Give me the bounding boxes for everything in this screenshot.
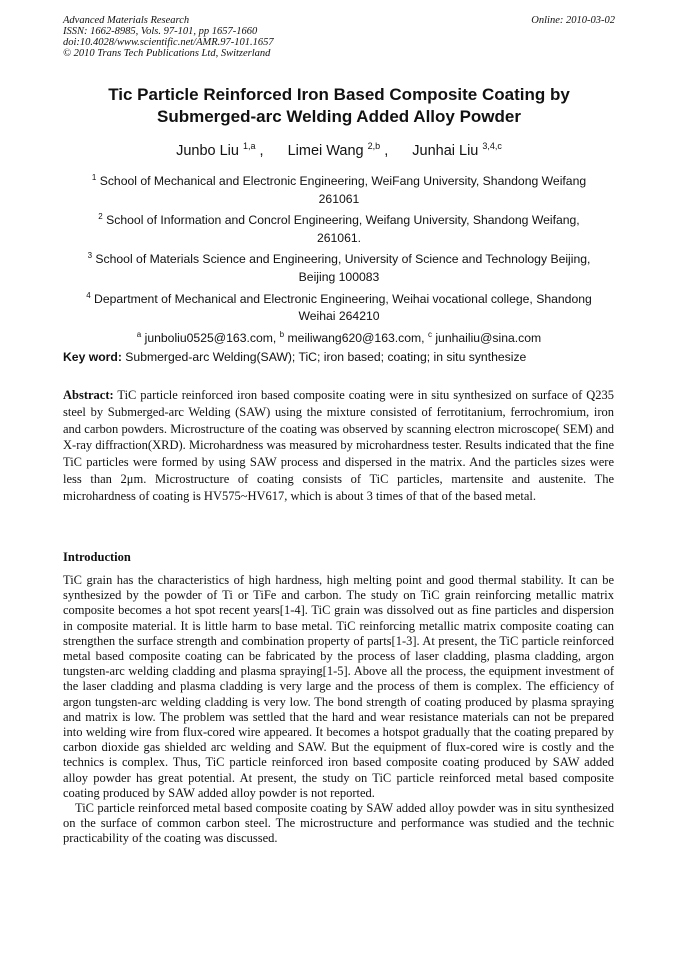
copyright-line: © 2010 Trans Tech Publications Ltd, Switzerland xyxy=(63,48,271,59)
author-name: Limei Wang xyxy=(287,143,364,159)
affiliation-sup: 4 xyxy=(86,290,91,300)
author xyxy=(176,143,264,159)
author-name: Junhai Liu xyxy=(412,143,479,159)
email-sup: a xyxy=(136,329,142,339)
abstract-label: Abstract: xyxy=(63,388,114,402)
running-header xyxy=(63,15,274,59)
author-affil-sup: 3,4,c xyxy=(482,141,502,151)
paragraph: TiC particle reinforced metal based composite coating by SAW added alloy powder was in situ synthesized on the surface of common carbon steel. The microstructure and performance was studied and the technic practicability of the coating was discussed. xyxy=(63,801,614,846)
journal-name: Advanced Materials Research xyxy=(63,15,190,26)
affiliation-sup: 2 xyxy=(98,212,103,222)
abstract xyxy=(63,387,614,505)
affiliation-text: School of Materials Science and Engineering, University of Science and Technology Beijing, Beijing 100083 xyxy=(95,252,591,284)
paragraph: TiC grain has the characteristics of high hardness, high melting point and good thermal stability. It can be synthesized by the powder of Ti or TiFe and carbon. The study on TiC grain reinforcing metallic matrix composite becomes a hot spot recent years[1-4]. TiC grain was dissolved out as fine particles and dispersion in composite material. It is little harm to base metal. TiC reinforcing metallic matrix composite coating can strengthen the surface strength and combination property of parts[1-3]. At present, the TiC particle reinforced metal based composite coating can be fabricated by the process of laser cladding, plasma cladding, argon tungsten-arc welding cladding and plasma spraying[1-5]. Above all the process, the equipment investment of the laser cladding and plasma cladding is very large and the process of them is complex. The efficiency of argon tungsten-arc welding cladding is very low. The bond strength of coating produced by plasma spraying and matrix is low. The problem was settled that the hard and wear resistance materials can not be prepared into welding wire from flux-cored wire appeared. It becomes a hotspot gradually that the coating prepared by carbon dioxide gas shielded arc welding and SAW. But the equipment of flux-cored wire is costly and the technics is complex. Thus, TiC particle reinforced iron based composite coating produced by SAW added alloy powder has great potential. At present, the study on TiC particle reinforced metal based composite coating produced by SAW added alloy powder is not reported. xyxy=(63,573,614,800)
author xyxy=(412,143,502,159)
keywords-label: Key word: xyxy=(63,350,122,364)
author-separator: , xyxy=(384,143,389,159)
author-list xyxy=(40,141,638,159)
affiliation-sup: 3 xyxy=(87,251,93,261)
email-sup: b xyxy=(279,329,285,339)
title-line-1: Tic Particle Reinforced Iron Based Composite Coating by xyxy=(108,85,570,104)
email-link[interactable]: junboliu0525@163.com xyxy=(144,330,273,345)
affiliation-list xyxy=(80,169,598,347)
email-link[interactable]: meiliwang620@163.com xyxy=(287,330,422,345)
email-list: $^a$ junboliu0525@163.com, $^b$ meiliwang620@163.com, $^c$ junhailiu@sina.com xyxy=(136,329,542,345)
title-line-2: Submerged-arc Welding Added Alloy Powder xyxy=(157,107,521,126)
issn-line: ISSN: 1662-8985, Vols. 97-101, pp 1657-1660 xyxy=(63,26,258,37)
section-heading-introduction: Introduction xyxy=(63,550,131,564)
keywords-text: Submerged-arc Welding(SAW); TiC; iron based; coating; in situ synthesize xyxy=(121,350,527,364)
affiliation-text: School of Information and Concrol Engineering, Weifang University, Shandong Weifang, 261061. xyxy=(106,213,580,245)
affiliation-text: Department of Mechanical and Electronic Engineering, Weihai vocational college, Shandong Weihai 264210 xyxy=(94,291,592,324)
online-date: Online: 2010-03-02 xyxy=(531,15,615,26)
email-link[interactable]: junhailiu@sina.com xyxy=(435,330,542,345)
author-name: Junbo Liu xyxy=(176,143,239,159)
paper-title xyxy=(40,84,638,128)
abstract-text: TiC particle reinforced iron based composite coating were in situ synthesized on surface of Q235 steel by Submerged-arc Welding (SAW) using the mixture consisted of ferrotitanium, ferrochromium, iron and carbon powders. Microstructure of the coating was observed by scanning electron microscope( SEM) and X-ray diffraction(XRD). Microhardness was measured by microhardness tester. Results indicated that the fine TiC particles were formed by using SAW process and dispersed in the matrix. And the particles sizes were less than 2μm. Microstructure of coating consists of TiC particles, martensite and austenite. The microhardness of coating is HV575~HV617, which is about 3 times of that of the based metal. xyxy=(63,388,614,503)
author-affil-sup: 2,b xyxy=(367,141,381,151)
affiliation-sup: 1 xyxy=(91,173,97,182)
keywords xyxy=(63,350,623,364)
affiliation-text: School of Mechanical and Electronic Engineering, WeiFang University, Shandong Weifang 261061 xyxy=(99,174,587,206)
introduction-body xyxy=(63,573,614,847)
affiliation xyxy=(80,287,598,326)
doi-line: doi:10.4028/www.scientific.net/AMR.97-101.1657 xyxy=(63,37,274,48)
affiliation xyxy=(80,169,598,208)
author-affil-sup: 1,a xyxy=(242,141,256,151)
author-separator: , xyxy=(259,143,264,159)
email-sup: c xyxy=(427,329,432,339)
author xyxy=(288,143,389,159)
affiliation xyxy=(80,247,598,286)
affiliation xyxy=(80,208,598,247)
